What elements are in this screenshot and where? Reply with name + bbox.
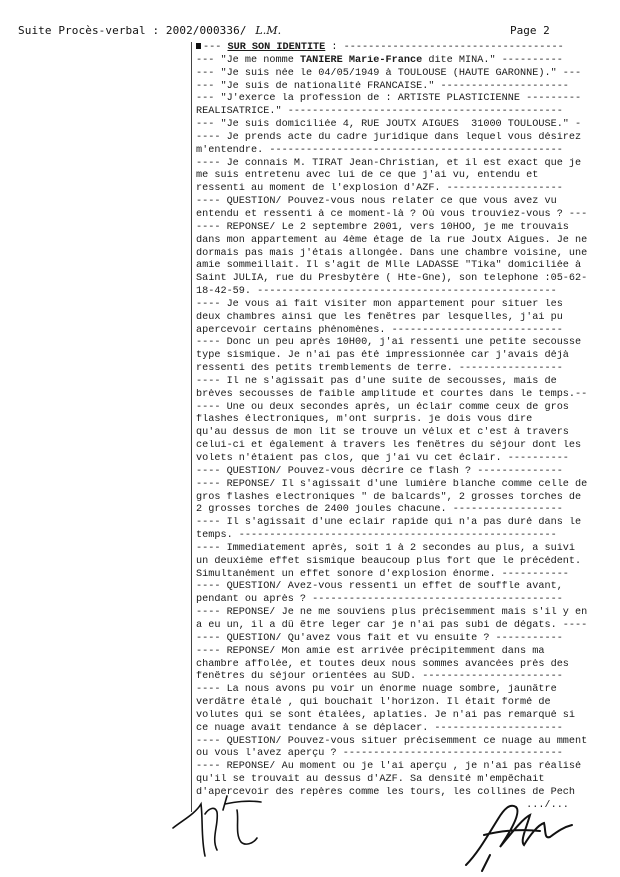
statement-text: ---- La nous avons pu voir un énorme nuage sombre, jaunâtre <box>196 684 557 696</box>
statement-text: 2 grosses torches de 2400 joules chacune. ------------------ <box>196 504 563 516</box>
statement-line <box>196 748 601 761</box>
statement-text: flashes électroniques, m'ont surpris. je dois vous dire <box>196 414 533 426</box>
statement-line <box>196 479 601 492</box>
statement-text: brèves secousses de faible amplitude et courtes dans le temps.-- <box>196 388 588 400</box>
statement-line <box>196 774 601 787</box>
statement-text: qu'au dessus de mon lit se trouve un vélux et c'est à travers <box>196 427 569 439</box>
statement-line <box>196 697 601 710</box>
statement-text: ---- Je vous ai fait visiter mon appartement pour situer les <box>196 298 563 310</box>
statement-line <box>196 106 601 119</box>
statement-text: ---- Je prends acte du cadre juridique dans lequel vous désirez <box>196 131 582 143</box>
statement-text: ---- REPONSE/ Je ne me souviens plus précisemment mais s'il y en <box>196 607 588 619</box>
statement-text: temps. ---------------------------------------------------- <box>196 530 557 542</box>
statement-text: ---- Donc un peu après 10H00, j'ai ressenti une petite secousse <box>196 337 582 349</box>
statement-text: ---- REPONSE/ Le 2 septembre 2001, vers 10HOO, je me trouvais <box>196 221 569 233</box>
statement-line <box>196 209 601 222</box>
statement-text: ou vous l'avez aperçu ? ------------------------------------ <box>196 748 563 760</box>
statement-text: me suis entretenu avec lui de ce que j'ai vu, entendu et <box>196 170 539 182</box>
statement-line <box>196 723 601 736</box>
statement-line <box>196 158 601 171</box>
header-initials: L.M. <box>255 24 282 37</box>
header-case-reference <box>18 24 281 37</box>
statement-line <box>196 402 601 415</box>
statement-text: ---- REPONSE/ Mon amie est arrivée précipitemment dans ma <box>196 645 545 657</box>
margin-rule <box>191 42 192 812</box>
statement-text: --- "Je me nomme <box>196 54 300 66</box>
statement-text: verdâtre étalé , qui bouchait l'horizon. Il était formé de <box>196 697 551 709</box>
statement-text: ce nuage avait tendance à se déplacer. --------------------- <box>196 722 563 734</box>
statement-text: TANIERE Marie-France <box>299 54 423 66</box>
header-reference-text: Suite Procès-verbal : 2002/000336/ <box>18 24 247 37</box>
statement-text: apercevoir certains phénomènes. ---------------------------- <box>196 324 563 336</box>
statement-text: SUR SON IDENTITE <box>227 42 326 53</box>
statement-line <box>196 119 601 132</box>
statement-line <box>196 273 601 286</box>
statement-line <box>196 466 601 479</box>
statement-text: fenêtres du séjour orientées au SUD. ----------------------- <box>196 671 563 683</box>
statement-text: ---- REPONSE/ Au moment ou je l'ai aperçu , je n'ai pas réalisé <box>196 761 582 773</box>
statement-text: m'entendre. ------------------------------------------------ <box>196 144 563 156</box>
statement-line <box>196 607 601 620</box>
statement-text: type sismique. Je n'ai pas été impressionnée car j'avais déjà <box>196 350 569 362</box>
statement-line <box>196 453 601 466</box>
statement-text: --- "Je suis née le 04/05/1949 à TOULOUSE (HAUTE GARONNE)." --- <box>196 67 582 79</box>
signature-right-icon <box>460 795 590 873</box>
statement-line <box>196 376 601 389</box>
statement-text: --- <box>203 42 228 53</box>
statement-line <box>196 170 601 183</box>
statement-text: ressenti des petits tremblements de terre. ----------------- <box>196 363 563 375</box>
statement-line <box>196 569 601 582</box>
statement-line <box>196 659 601 672</box>
statement-line <box>196 504 601 517</box>
statement-line <box>196 222 601 235</box>
statement-line <box>196 145 601 158</box>
statement-line <box>196 427 601 440</box>
statement-line <box>196 132 601 145</box>
statement-text: 18-42-59. ------------------------------------------------- <box>196 286 557 298</box>
statement-text: .../... <box>196 799 569 811</box>
statement-line <box>196 530 601 543</box>
statement-text: chambre affolée, et toutes deux nous sommes avancées près des <box>196 658 569 670</box>
statement-line <box>196 581 601 594</box>
statement-line <box>196 620 601 633</box>
statement-line <box>196 440 601 453</box>
statement-text: : ------------------------------------ <box>325 42 564 53</box>
statement-text: ressenti au moment de l'explosion d'AZF. ------------------- <box>196 183 563 195</box>
statement-text: celui-ci et également à travers les fenêtres du séjour dont les <box>196 440 582 452</box>
statement-text: REALISATRICE." --------------------------------------------- <box>196 106 563 118</box>
statement-text: ---- Je connais M. TIRAT Jean-Christian, et il est exact que je <box>196 157 582 169</box>
statement-text: Simultanément un effet sonore d'explosion énorme. ----------- <box>196 568 569 580</box>
statement-text: ---- QUESTION/ Qu'avez vous fait et vu ensuite ? ----------- <box>196 632 563 644</box>
statement-text: amie sommeillait. Il s'agit de Mlle LADASSE "Tika" domiciliée à <box>196 260 582 272</box>
statement-line <box>196 235 601 248</box>
statement-line <box>196 543 601 556</box>
statement-text: ---- REPONSE/ Il s'agissait d'une lumière blanche comme celle de <box>196 478 588 490</box>
statement-line <box>196 299 601 312</box>
statement-text: d'apercevoir des repères comme les tours, les collines de Pech <box>196 786 576 798</box>
statement-line <box>196 196 601 209</box>
statement-line <box>196 761 601 774</box>
statement-text: ---- Il s'agissait d'une eclair rapide qui n'a pas duré dans le <box>196 517 582 529</box>
statement-text: a eu un, il a dû être leger car je n'ai pas subi de dégats. ---- <box>196 619 588 631</box>
statement-text: qu'il se trouvait au dessus d'AZF. Sa densité m'empêchait <box>196 774 545 786</box>
statement-line <box>196 517 601 530</box>
statement-line <box>196 646 601 659</box>
statement-text: gros flashes electroniques " de balcards", 2 grosses torches de <box>196 491 582 503</box>
statement-text: ---- QUESTION/ Avez-vous ressenti un effet de souffle avant, <box>196 581 563 593</box>
statement-line <box>196 684 601 697</box>
statement-body <box>196 42 601 813</box>
statement-line <box>196 55 601 68</box>
statement-line <box>196 260 601 273</box>
statement-line <box>196 183 601 196</box>
statement-line <box>196 312 601 325</box>
statement-line <box>196 736 601 749</box>
statement-text: ---- Immediatement après, soit 1 à 2 secondes au plus, a suivi <box>196 542 576 554</box>
statement-text: dite MINA." ---------- <box>422 54 563 66</box>
statement-line <box>196 363 601 376</box>
statement-text: ---- QUESTION/ Pouvez-vous situer précisemment ce nuage au mment <box>196 735 588 747</box>
bullet-marker-icon <box>196 43 201 49</box>
page-number: Page 2 <box>510 24 550 37</box>
statement-text: ---- QUESTION/ Pouvez-vous nous relater ce que vous avez vu <box>196 196 557 208</box>
statement-line <box>196 389 601 402</box>
statement-text: volutes qui se sont étalées, aplaties. Je n'ai pas remarqué si <box>196 709 576 721</box>
statement-text: --- "J'exerce la profession de : ARTISTE PLASTICIENNE --------- <box>196 93 582 105</box>
statement-line <box>196 671 601 684</box>
statement-line <box>196 81 601 94</box>
statement-line <box>196 492 601 505</box>
statement-line <box>196 350 601 363</box>
statement-line <box>196 42 601 55</box>
statement-line <box>196 93 601 106</box>
statement-line <box>196 633 601 646</box>
statement-text: dans mon appartement au 4ème étage de la rue Joutx Aigues. Je ne <box>196 234 588 246</box>
statement-text: un deuxième effet sismique beaucoup plus fort que le précédent. <box>196 555 582 567</box>
statement-line <box>196 414 601 427</box>
statement-line <box>196 68 601 81</box>
statement-text: Saint JULIA, rue du Presbytère ( Hte-Gne), son telephone :05-62- <box>196 273 588 285</box>
statement-text: --- "Je suis de nationalité FRANCAISE." --------------------- <box>196 80 569 92</box>
statement-text: dormais pas mais j'étais allongée. Dans une chambre voisine, une <box>196 247 588 259</box>
statement-text: ---- Il ne s'agissait pas d'une suite de secousses, mais de <box>196 375 557 387</box>
statement-line <box>196 325 601 338</box>
statement-line <box>196 556 601 569</box>
statement-text: --- "Je suis domiciliée 4, RUE JOUTX AIGUES 31000 TOULOUSE." - <box>196 119 582 131</box>
statement-text: ---- Une ou deux secondes après, un éclair comme ceux de gros <box>196 401 569 413</box>
statement-text: deux chambres ainsi que les fenêtres par lesquelles, j'ai pu <box>196 311 563 323</box>
statement-text: ---- QUESTION/ Pouvez-vous décrire ce flash ? -------------- <box>196 465 563 477</box>
signature-left-icon <box>165 790 275 862</box>
statement-line <box>196 710 601 723</box>
statement-text: entendu et ressenti à ce moment-là ? Où vous trouviez-vous ? --- <box>196 208 588 220</box>
statement-line <box>196 594 601 607</box>
statement-line <box>196 286 601 299</box>
statement-text: volets n'étaient pas clos, que j'ai vu cet éclair. ---------- <box>196 453 569 464</box>
statement-text: pendant ou après ? ----------------------------------------- <box>196 594 563 606</box>
statement-line <box>196 248 601 261</box>
statement-line <box>196 337 601 350</box>
